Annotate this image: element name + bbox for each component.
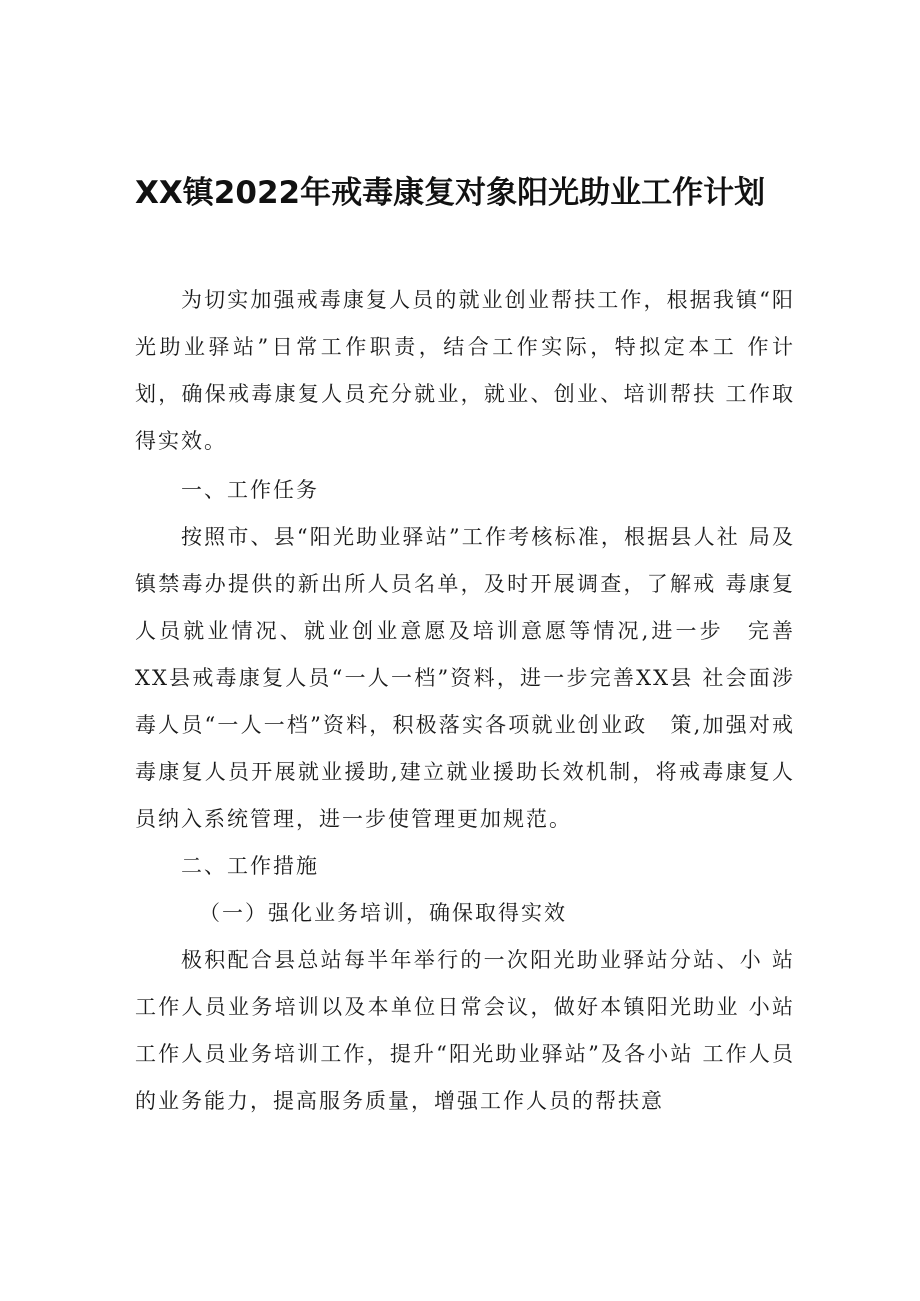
section-2-heading: 二、工作措施 xyxy=(181,854,319,878)
section-2-heading-block xyxy=(135,843,795,890)
section-2-paragraph xyxy=(135,937,795,1125)
section-1-heading-block xyxy=(135,467,795,514)
section-2-subheading-block xyxy=(135,890,795,937)
section-2-subheading: （一）强化业务培训，确保取得实效 xyxy=(199,901,567,925)
section-1-paragraph xyxy=(135,514,795,843)
section-1-text: 按照市、县“阳光助业驿站”工作考核标准，根据县人社 局及镇禁毒办提供的新出所人员名单，及时开展调查，了解戒 毒康复人员就业情况、就业创业意愿及培训意愿等情况,进一步 完善XX县戒毒康复人员“一人一档”资料，进一步完善XX县 社会面涉毒人员“一人一档”资料，积极落实各项就业创业政 策,加强对戒毒康复人员开展就业援助,建立就业援助长效机制，将戒毒康复人员纳入系统管理，进一步使管理更加规范。 xyxy=(135,525,795,831)
intro-text: 为切实加强戒毒康复人员的就业创业帮扶工作，根据我镇“阳光助业驿站”日常工作职责，结合工作实际，特拟定本工 作计划，确保戒毒康复人员充分就业，就业、创业、培训帮扶 工作取得实效。 xyxy=(135,288,795,453)
section-2-text: 极积配合县总站每半年举行的一次阳光助业驿站分站、小 站工作人员业务培训以及本单位日常会议，做好本镇阳光助业 小站工作人员业务培训工作，提升“阳光助业驿站”及各小站 工作人员的业务能力，提高服务质量，增强工作人员的帮扶意 xyxy=(135,948,795,1113)
document-title: XX镇2022年戒毒康复对象阳光助业工作计划 xyxy=(135,175,766,211)
section-1-heading: 一、工作任务 xyxy=(181,478,319,502)
intro-paragraph xyxy=(135,277,795,465)
